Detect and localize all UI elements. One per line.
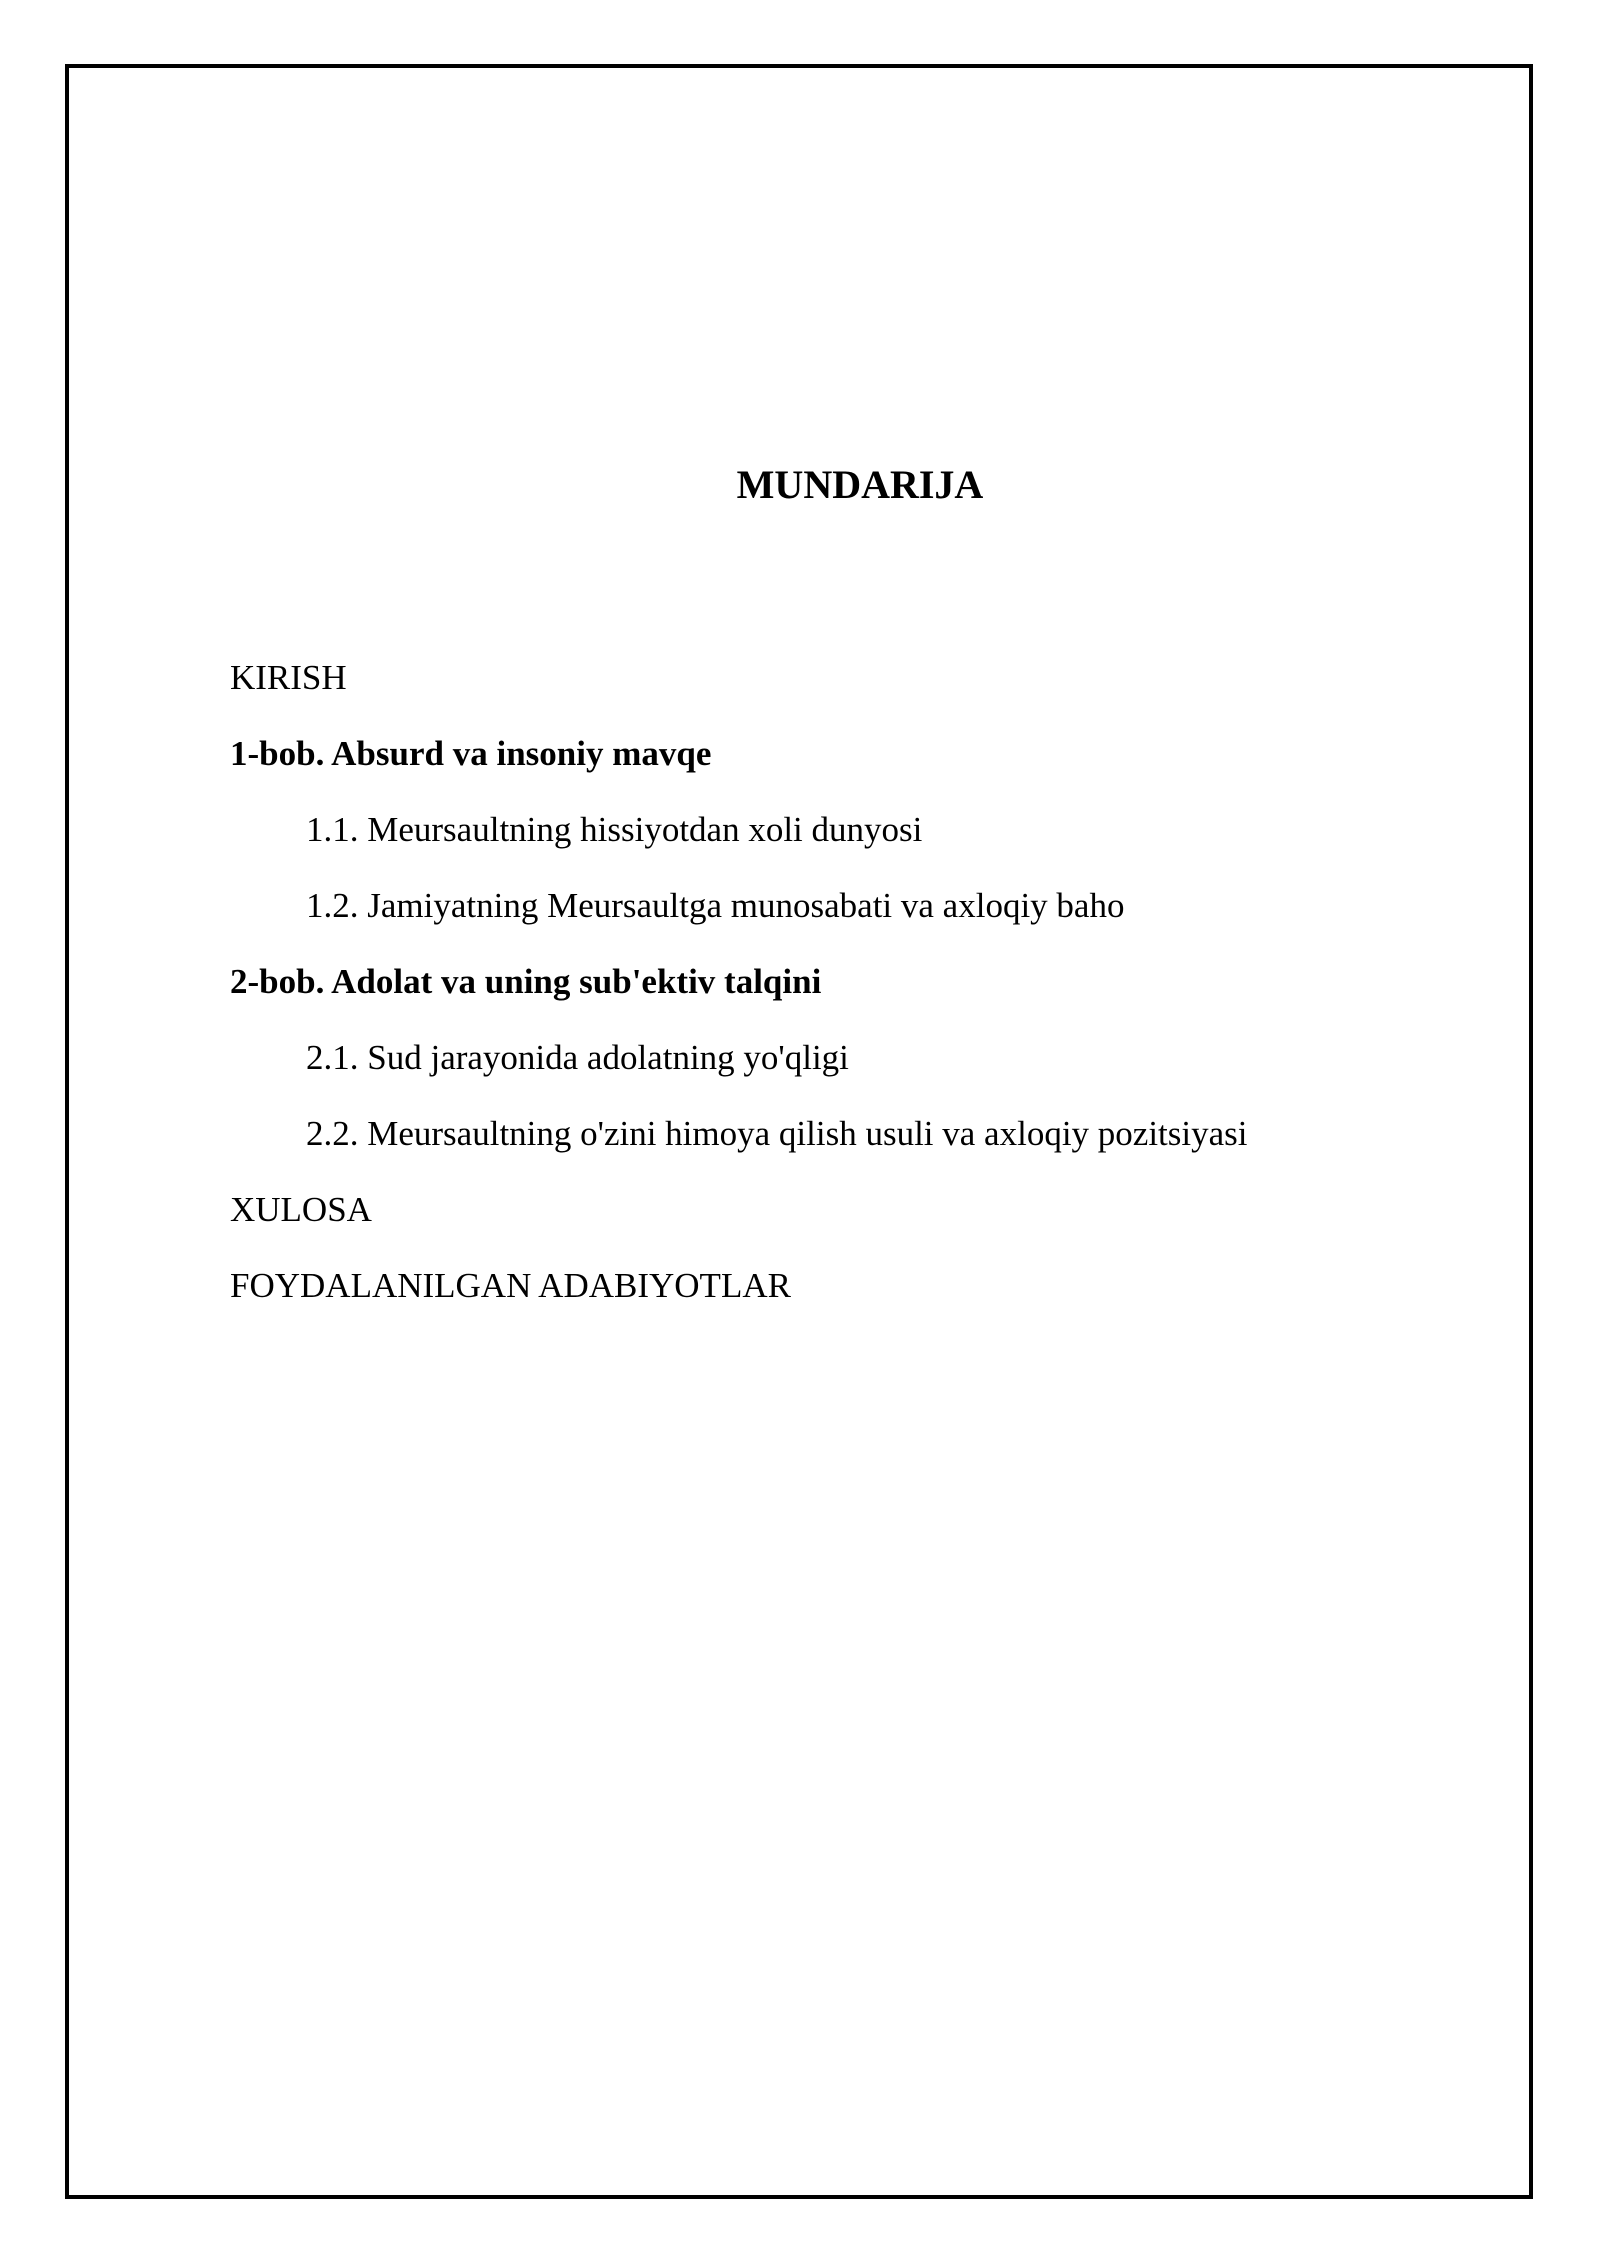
toc-item-section-2-2: 2.2. Meursaultning o'zini himoya qilish usuli va axloqiy pozitsiyasi: [306, 1114, 1248, 1153]
toc-item-section-1-1: 1.1. Meursaultning hissiyotdan xoli dunyosi: [306, 810, 923, 849]
toc-item-xulosa: XULOSA: [230, 1190, 372, 1229]
toc-item-chapter-2: 2-bob. Adolat va uning sub'ektiv talqini: [230, 962, 822, 1001]
toc-item-section-2-1: 2.1. Sud jarayonida adolatning yo'qligi: [306, 1038, 849, 1077]
toc-item-kirish: KIRISH: [230, 658, 347, 697]
toc-item-chapter-1: 1-bob. Absurd va insoniy mavqe: [230, 734, 712, 773]
toc-item-section-1-2: 1.2. Jamiyatning Meursaultga munosabati va axloqiy baho: [306, 886, 1125, 925]
toc-item-references: FOYDALANILGAN ADABIYOTLAR: [230, 1266, 791, 1305]
table-of-contents: [230, 640, 1480, 1324]
page-title: MUNDARIJA: [736, 462, 984, 507]
